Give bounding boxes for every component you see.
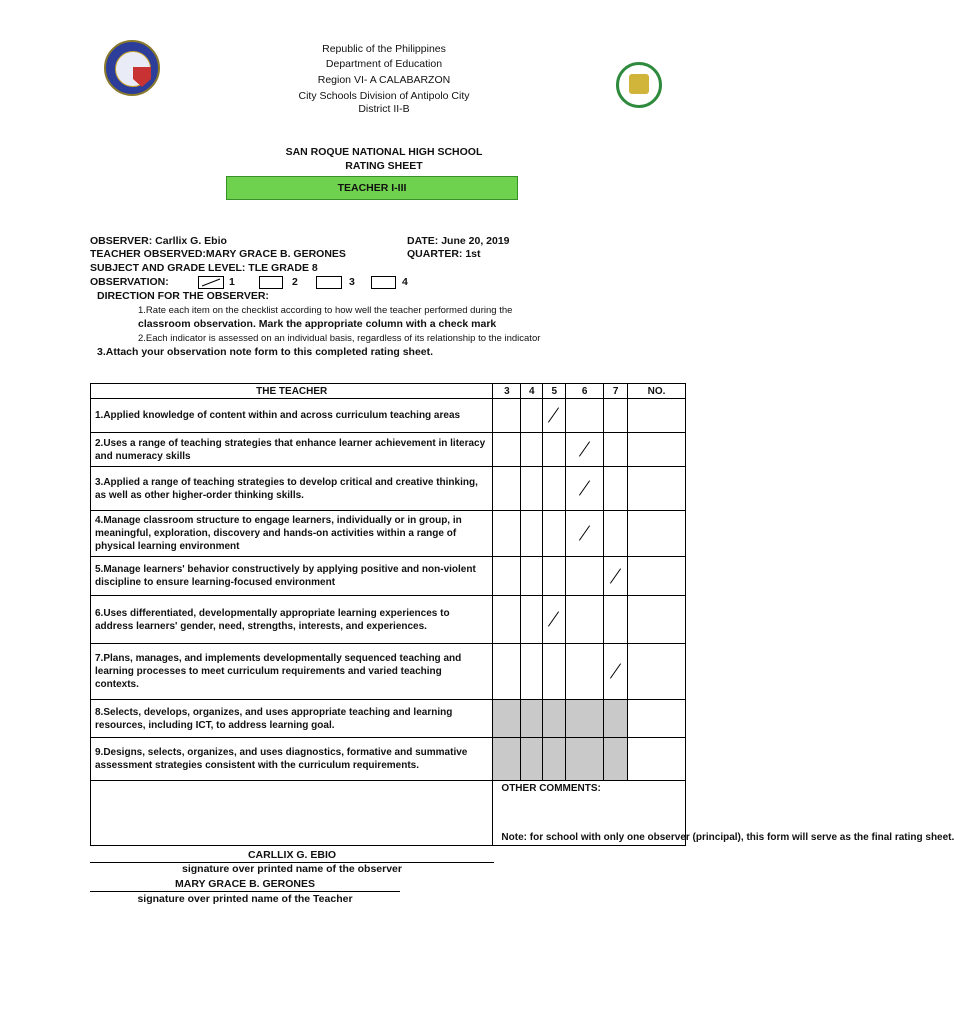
- rating-cell-3[interactable]: [493, 511, 521, 557]
- rating-cell-6[interactable]: [566, 596, 604, 644]
- teacher-caption: signature over printed name of the Teacher: [137, 893, 353, 905]
- table-row: [91, 738, 686, 781]
- rating-cell-3[interactable]: [493, 700, 521, 738]
- rating-cell-7[interactable]: [604, 700, 628, 738]
- rating-cell-no[interactable]: [628, 644, 686, 700]
- rating-cell-3[interactable]: [493, 433, 521, 467]
- rating-cell-4[interactable]: [521, 700, 543, 738]
- rating-cell-6[interactable]: [566, 511, 604, 557]
- rating-cell-5[interactable]: [543, 644, 566, 700]
- rating-cell-no[interactable]: [628, 700, 686, 738]
- rating-cell-3[interactable]: [493, 644, 521, 700]
- check-mark-icon: [609, 662, 623, 678]
- table-header-row: [91, 384, 686, 399]
- rating-cell-5[interactable]: [543, 738, 566, 781]
- table-row: [91, 557, 686, 596]
- observation-option-2: 2: [292, 276, 298, 288]
- header-line-1: Republic of the Philippines: [322, 43, 446, 55]
- header-line-2: Department of Education: [325, 58, 443, 70]
- rating-cell-6[interactable]: [566, 738, 604, 781]
- rating-cell-4[interactable]: [521, 467, 543, 511]
- indicator-text: 3.Applied a range of teaching strategies to develop critical and creative thinking, as well as other higher-order thinking skills.: [91, 467, 493, 511]
- table-row: [91, 467, 686, 511]
- position-band: TEACHER I-III: [226, 176, 518, 200]
- observation-box-3[interactable]: [316, 276, 342, 289]
- rating-cell-5[interactable]: [543, 399, 566, 433]
- observation-box-1[interactable]: [198, 276, 224, 289]
- header-5: 5: [543, 384, 566, 399]
- check-mark-icon: [547, 610, 561, 626]
- indicator-text: 4.Manage classroom structure to engage learners, individually or in group, in meaningful, exploration, discovery and hands-on activities within a range of physical learning environment: [91, 511, 493, 557]
- final-note: Note: for school with only one observer (principal), this form will serve as the final rating sheet.: [501, 832, 954, 843]
- header-no: NO.: [628, 384, 686, 399]
- rating-cell-3[interactable]: [493, 738, 521, 781]
- rating-cell-6[interactable]: [566, 433, 604, 467]
- direction-heading: DIRECTION FOR THE OBSERVER:: [97, 290, 269, 302]
- rating-cell-5[interactable]: [543, 596, 566, 644]
- rating-cell-4[interactable]: [521, 738, 543, 781]
- header-7: 7: [604, 384, 628, 399]
- rating-cell-6[interactable]: [566, 644, 604, 700]
- rating-cell-7[interactable]: [604, 557, 628, 596]
- indicator-text: 6.Uses differentiated, developmentally appropriate learning experiences to address learners' gender, need, strengths, interests, and experiences.: [91, 596, 493, 644]
- check-mark-icon: [547, 406, 561, 422]
- rating-cell-7[interactable]: [604, 738, 628, 781]
- table-row: [91, 433, 686, 467]
- rating-cell-no[interactable]: [628, 557, 686, 596]
- observer-field: OBSERVER: Carllix G. Ebio: [90, 235, 227, 247]
- teacher-name: MARY GRACE B. GERONES: [174, 878, 316, 890]
- rating-cell-6[interactable]: [566, 700, 604, 738]
- rating-cell-5[interactable]: [543, 511, 566, 557]
- header-teacher: THE TEACHER: [91, 384, 493, 399]
- rating-cell-6[interactable]: [566, 467, 604, 511]
- check-mark-icon: [578, 524, 592, 540]
- table-row: [91, 700, 686, 738]
- rating-cell-4[interactable]: [521, 557, 543, 596]
- rating-cell-5[interactable]: [543, 433, 566, 467]
- indicator-text: 8.Selects, develops, organizes, and uses appropriate teaching and learning resources, including ICT, to address learning goal.: [91, 700, 493, 738]
- subject-field: SUBJECT AND GRADE LEVEL: TLE GRADE 8: [90, 262, 318, 274]
- date-field: DATE: June 20, 2019: [407, 235, 510, 247]
- comments-cell[interactable]: [493, 781, 954, 846]
- header-line-3: Region VI- A CALABARZON: [317, 74, 451, 86]
- rating-cell-7[interactable]: [604, 644, 628, 700]
- rating-cell-4[interactable]: [521, 433, 543, 467]
- indicator-text: 5.Manage learners' behavior constructively by applying positive and non-violent discipline to ensure learning-focused environment: [91, 557, 493, 596]
- teacher-signature-line: [90, 891, 400, 892]
- rating-cell-4[interactable]: [521, 644, 543, 700]
- sheet-title: RATING SHEET: [345, 160, 423, 172]
- teacher-field: TEACHER OBSERVED:MARY GRACE B. GERONES: [90, 248, 346, 260]
- indicator-text: 7.Plans, manages, and implements developmentally sequenced teaching and learning processes to meet curriculum requirements and varied teaching contexts.: [91, 644, 493, 700]
- indicator-text: 9.Designs, selects, organizes, and uses diagnostics, formative and summative assessment strategies consistent with the curriculum requirements.: [91, 738, 493, 781]
- observer-caption: signature over printed name of the observer: [182, 863, 402, 875]
- rating-cell-no[interactable]: [628, 738, 686, 781]
- rating-cell-3[interactable]: [493, 467, 521, 511]
- check-mark-icon: [609, 567, 623, 583]
- check-mark-icon: [199, 277, 223, 288]
- table-row: [91, 511, 686, 557]
- rating-cell-3[interactable]: [493, 399, 521, 433]
- rating-table: [90, 383, 954, 846]
- quarter-field: QUARTER: 1st: [407, 248, 481, 260]
- rating-cell-5[interactable]: [543, 700, 566, 738]
- observation-option-1: 1: [229, 276, 235, 288]
- observation-box-2[interactable]: [259, 276, 283, 289]
- observation-label: OBSERVATION:: [90, 276, 169, 288]
- comments-label: OTHER COMMENTS:: [501, 783, 601, 794]
- rating-cell-no[interactable]: [628, 433, 686, 467]
- school-name: SAN ROQUE NATIONAL HIGH SCHOOL: [285, 146, 483, 158]
- rating-cell-5[interactable]: [543, 557, 566, 596]
- observation-box-4[interactable]: [371, 276, 396, 289]
- comments-spacer: [91, 781, 493, 846]
- direction-3: 3.Attach your observation note form to this completed rating sheet.: [97, 346, 434, 358]
- rating-cell-7[interactable]: [604, 596, 628, 644]
- table-row: [91, 596, 686, 644]
- header-6: 6: [566, 384, 604, 399]
- observer-name: CARLLIX G. EBIO: [247, 849, 337, 861]
- direction-1b: classroom observation. Mark the appropriate column with a check mark: [138, 318, 497, 330]
- observation-option-4: 4: [402, 276, 408, 288]
- rating-cell-6[interactable]: [566, 399, 604, 433]
- observation-option-3: 3: [349, 276, 355, 288]
- rating-cell-no[interactable]: [628, 596, 686, 644]
- table-row: [91, 644, 686, 700]
- direction-2: 2.Each indicator is assessed on an individual basis, regardless of its relationship to the indicator: [138, 333, 541, 344]
- header-line-4: City Schools Division of Antipolo City: [298, 90, 470, 102]
- indicator-text: 1.Applied knowledge of content within and across curriculum teaching areas: [91, 399, 493, 433]
- check-mark-icon: [578, 440, 592, 456]
- check-mark-icon: [578, 479, 592, 495]
- header-line-5: District II-B: [358, 103, 410, 115]
- rating-cell-no[interactable]: [628, 399, 686, 433]
- rating-cell-7[interactable]: [604, 467, 628, 511]
- rating-cell-5[interactable]: [543, 467, 566, 511]
- rating-cell-no[interactable]: [628, 511, 686, 557]
- table-row: [91, 399, 686, 433]
- rating-cell-7[interactable]: [604, 399, 628, 433]
- rating-cell-no[interactable]: [628, 467, 686, 511]
- header-3: 3: [493, 384, 521, 399]
- rating-cell-6[interactable]: [566, 557, 604, 596]
- rating-cell-4[interactable]: [521, 596, 543, 644]
- rating-cell-7[interactable]: [604, 433, 628, 467]
- rating-cell-3[interactable]: [493, 557, 521, 596]
- rating-cell-7[interactable]: [604, 511, 628, 557]
- comments-row: [91, 781, 686, 846]
- indicator-text: 2.Uses a range of teaching strategies that enhance learner achievement in literacy and numeracy skills: [91, 433, 493, 467]
- rating-cell-4[interactable]: [521, 399, 543, 433]
- rating-cell-4[interactable]: [521, 511, 543, 557]
- header-4: 4: [521, 384, 543, 399]
- rating-cell-3[interactable]: [493, 596, 521, 644]
- direction-1a: 1.Rate each item on the checklist according to how well the teacher performed during the: [138, 305, 513, 316]
